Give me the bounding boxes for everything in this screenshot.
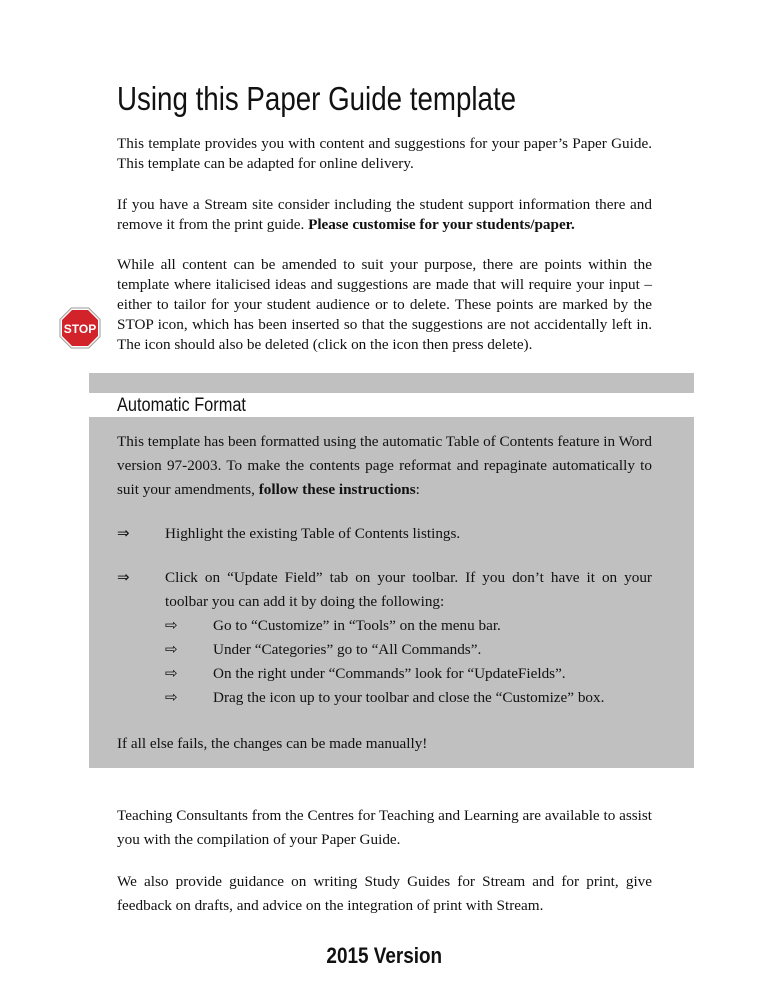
page-title: Using this Paper Guide template bbox=[117, 80, 517, 117]
instruction-item bbox=[117, 566, 652, 710]
instruction-item-text: Click on “Update Field” tab on your toolbar. If you don’t have it on your toolbar you can add it by doing the following: bbox=[165, 569, 652, 610]
sub-instruction-text: Under “Categories” go to “All Commands”. bbox=[213, 641, 482, 658]
stop-sign-icon[interactable] bbox=[59, 307, 101, 349]
sub-instruction bbox=[165, 662, 652, 686]
arrow-icon: ⇒ bbox=[117, 569, 130, 586]
intro-paragraph-2-text: If you have a Stream site consider including the student support information there and remove it from the print guide. bbox=[117, 196, 652, 233]
intro-paragraph-3: While all content can be amended to suit your purpose, there are points within the template where italicised ideas and suggestions are made that will require your input – either to tailor for your student audience or to delete. These points are marked by the STOP icon, which has been inserted so that the suggestions are not accidentally left in. The icon should also be deleted (click on the icon then press delete). bbox=[117, 256, 652, 353]
sub-instruction-text: Go to “Customize” in “Tools” on the menu bar. bbox=[213, 617, 501, 634]
sub-instruction-text: On the right under “Commands” look for “UpdateFields”. bbox=[213, 665, 566, 682]
hollow-arrow-icon: ⇨ bbox=[165, 665, 178, 682]
version-label bbox=[0, 943, 768, 969]
instruction-item-text: Highlight the existing Table of Contents listings. bbox=[165, 525, 461, 542]
section-header-band bbox=[89, 373, 694, 393]
instruction-item bbox=[117, 522, 652, 546]
instructions-intro-text: This template has been formatted using the automatic Table of Contents feature in Word version 97-2003. To make the contents page reformat and repaginate automatically to suit your amendments, bbox=[117, 433, 652, 498]
sub-instruction-text: Drag the icon up to your toolbar and close the “Customize” box. bbox=[213, 689, 605, 706]
customise-note: Please customise for your students/paper. bbox=[308, 216, 575, 233]
intro-paragraph-1: This template provides you with content and suggestions for your paper’s Paper Guide. This template can be adapted for online delivery. bbox=[117, 135, 652, 172]
outro-paragraph-2: We also provide guidance on writing Study Guides for Stream and for print, give feedback on drafts, and advice on the integration of print with Stream. bbox=[117, 873, 652, 914]
sub-instruction bbox=[165, 614, 652, 638]
hollow-arrow-icon: ⇨ bbox=[165, 641, 178, 658]
instructions-bold: follow these instructions bbox=[258, 481, 416, 498]
instructions-colon: : bbox=[415, 481, 420, 498]
section-heading: Automatic Format bbox=[117, 395, 246, 416]
instructions-intro bbox=[117, 430, 652, 502]
version-text: 2015 Version bbox=[326, 943, 442, 968]
hollow-arrow-icon: ⇨ bbox=[165, 617, 178, 634]
instructions-closing: If all else fails, the changes can be made manually! bbox=[117, 735, 428, 752]
sub-instruction bbox=[165, 686, 652, 710]
sub-instruction bbox=[165, 638, 652, 662]
intro-paragraph-2 bbox=[117, 195, 652, 235]
hollow-arrow-icon: ⇨ bbox=[165, 689, 178, 706]
outro-paragraph-1: Teaching Consultants from the Centres for Teaching and Learning are available to assist you with the compilation of your Paper Guide. bbox=[117, 807, 652, 848]
arrow-icon: ⇒ bbox=[117, 525, 130, 542]
stop-icon-text: STOP bbox=[63, 322, 97, 336]
